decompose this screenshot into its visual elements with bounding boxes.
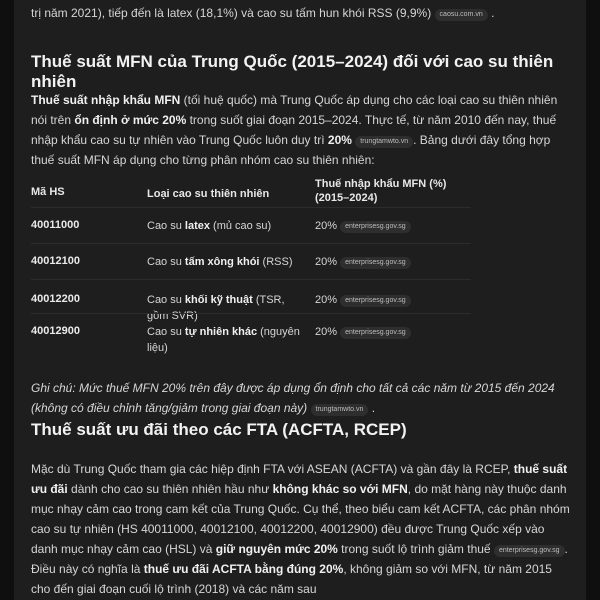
bold-text: không khác so với MFN — [272, 482, 408, 496]
rate-cell — [315, 293, 475, 307]
text: Cao su — [147, 294, 185, 306]
text: . Điều này có nghĩa là — [31, 542, 568, 576]
rate-value: 20% — [315, 220, 338, 232]
text: , do mặt hàng này thuộc danh mục nhạy cảm cao trong cam kết của Trung Quốc. Cụ thể, theo biểu cam kết ACFTA, các phân nhóm cao su tự nhiên (HS 40011000, 40012100, 40012200, 40012900) đều được Trung Quốc xếp vào danh mục nhạy cảm cao (HSL) và — [31, 482, 570, 556]
source-badge[interactable]: enterprisesg.gov.sg — [340, 295, 411, 307]
hs-code: 40011000 — [31, 219, 80, 231]
table-header — [31, 173, 471, 207]
header-hs-code: Mã HS — [31, 186, 65, 198]
section-mfn-title: Thuế suất MFN của Trung Quốc (2015–2024) đối với cao su thiên nhiên — [31, 52, 554, 91]
rubber-type — [147, 218, 307, 234]
text: (tối huệ quốc) mà Trung Quốc áp dụng cho các loại cao su thiên nhiên nói trên — [31, 93, 558, 127]
section-fta-title: Thuế suất ưu đãi theo các FTA (ACFTA, RCEP) — [31, 420, 407, 439]
article-panel — [14, 0, 586, 600]
source-badge[interactable]: enterprisesg.gov.sg — [340, 257, 411, 269]
text: (nguyên liệu) — [147, 326, 300, 354]
rate-value: 20% — [315, 256, 338, 268]
intro-line: trị năm 2021), tiếp đến là latex (18,1%) và cao su tấm hun khói RSS (9,9%) caosu.com.vn . — [31, 6, 495, 20]
text: (mủ cao su) — [210, 220, 272, 232]
bold-text: khối kỹ thuật — [184, 294, 253, 306]
rubber-type — [147, 324, 307, 356]
hs-code: 40012200 — [31, 293, 80, 305]
source-badge[interactable]: enterprisesg.gov.sg — [494, 545, 565, 557]
bold-text: 20% — [327, 133, 352, 147]
source-badge[interactable]: trungtamwto.vn — [311, 404, 369, 416]
bold-text: tự nhiên khác — [184, 326, 258, 338]
bold-text: giữ nguyên mức 20% — [215, 542, 338, 556]
intro-text: trị năm 2021), tiếp đến là latex (18,1%) và cao su tấm hun khói RSS (9,9%) — [31, 6, 432, 20]
rate-cell — [315, 255, 475, 269]
text: , không giảm so với MFN, từ năm 2015 cho đến giai đoạn cuối lộ trình (2018) và các năm sau — [31, 562, 552, 596]
rubber-type — [147, 254, 307, 270]
text: Cao su — [147, 326, 185, 338]
text: trong suốt giai đoạn 2015–2024. Thực tế, từ năm 2010 đến nay, thuế nhập khẩu cao su tự nhiên vào Trung Quốc luôn duy trì — [31, 113, 557, 147]
rate-cell — [315, 325, 475, 339]
bold-text: ổn định ở mức 20% — [74, 113, 187, 127]
bold-text: Thuế suất nhập khẩu MFN — [31, 93, 181, 107]
bold-text: tấm xông khói — [184, 256, 260, 268]
table-row — [31, 207, 471, 244]
note-text: Mức thuế MFN 20% trên đây được áp dụng ổn định cho tất cả các năm từ 2015 đến 2024 (không có điều chỉnh tăng/giảm trong giai đoạn này) — [31, 381, 555, 415]
text: (RSS) — [259, 256, 293, 268]
text: (TSR, gồm SVR) — [147, 294, 285, 322]
hs-code: 40012900 — [31, 325, 80, 337]
rate-value: 20% — [315, 294, 338, 306]
table-row — [31, 243, 471, 280]
source-badge[interactable]: caosu.com.vn — [435, 9, 488, 21]
source-badge[interactable]: enterprisesg.gov.sg — [340, 221, 411, 233]
source-badge[interactable]: trungtamwto.vn — [355, 136, 413, 148]
note-label: Ghi chú: — [31, 381, 76, 395]
source-badge[interactable]: enterprisesg.gov.sg — [340, 327, 411, 339]
header-rubber-type: Loại cao su thiên nhiên — [147, 188, 270, 200]
section-mfn-paragraph — [31, 90, 571, 170]
header-mfn-rate: Thuế nhập khẩu MFN (%) (2015–2024) — [315, 178, 447, 204]
bold-text: thuế ưu đãi ACFTA bằng đúng 20% — [143, 562, 344, 576]
bold-text: thuế suất ưu đãi — [31, 462, 568, 496]
section-fta-paragraph — [31, 459, 571, 599]
text: dành cho cao su thiên nhiên hầu như — [67, 482, 273, 496]
table-row — [31, 313, 471, 362]
rate-value: 20% — [315, 326, 338, 338]
text: Mặc dù Trung Quốc tham gia các hiệp định FTA với ASEAN (ACFTA) và gần đây là RCEP, — [31, 462, 514, 476]
rate-cell — [315, 219, 475, 233]
text: Cao su — [147, 256, 185, 268]
hs-code: 40012100 — [31, 255, 80, 267]
text: trong suốt lộ trình giảm thuế — [337, 542, 494, 556]
mfn-note: Ghi chú: Mức thuế MFN 20% trên đây được áp dụng ổn định cho tất cả các năm từ 2015 đến 2024 (không có điều chỉnh tăng/giảm trong giai đoạn này) trungtamwto.vn . — [31, 381, 555, 415]
text: Cao su — [147, 220, 185, 232]
bold-text: latex — [184, 220, 210, 232]
text: . Bảng dưới đây tổng hợp thuế suất MFN áp dụng cho từng phân nhóm cao su thiên nhiên: — [31, 133, 551, 167]
